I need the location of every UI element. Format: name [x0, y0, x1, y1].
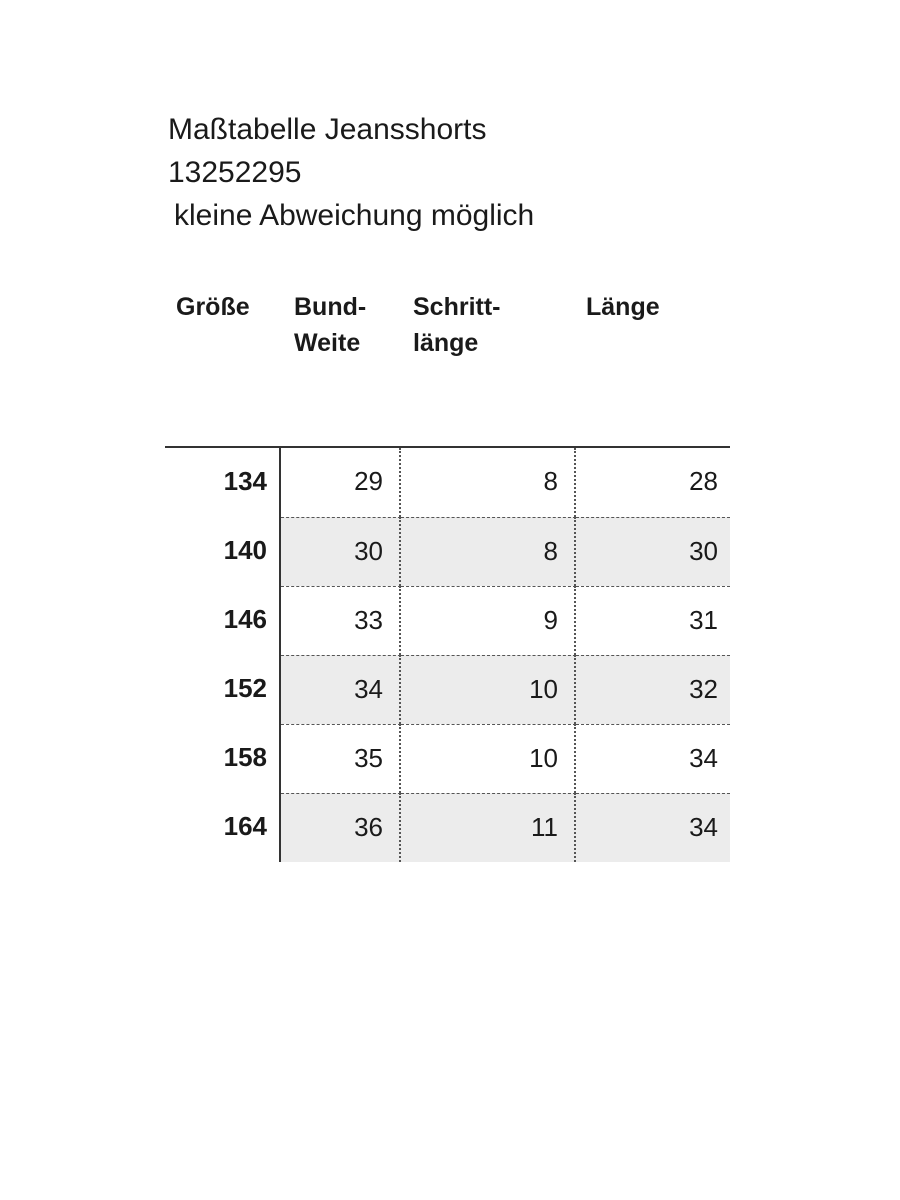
length-cell: 30	[576, 517, 730, 586]
column-header-inseam-line2: länge	[413, 329, 479, 357]
inseam-cell: 9	[401, 586, 576, 655]
table-row	[165, 517, 730, 586]
size-cell: 146	[165, 586, 281, 655]
size-cell: 158	[165, 724, 281, 793]
length-cell: 28	[689, 466, 718, 496]
table-row	[165, 586, 730, 655]
column-header-inseam	[413, 289, 501, 361]
column-header-length-label: Länge	[586, 293, 660, 321]
table-row	[165, 724, 730, 793]
column-header-waist-line2: Weite	[294, 329, 361, 357]
page-title: Maßtabelle Jeansshorts	[168, 113, 487, 146]
waist-cell: 30	[281, 517, 401, 586]
inseam-cell: 8	[401, 448, 576, 517]
column-header-length	[586, 289, 660, 325]
length-cell: 34	[576, 724, 730, 793]
size-cell: 134	[165, 448, 281, 517]
waist-cell: 33	[281, 586, 401, 655]
length-cell: 31	[576, 586, 730, 655]
size-cell: 164	[165, 793, 281, 862]
waist-cell: 36	[281, 793, 401, 862]
inseam-cell: 10	[401, 655, 576, 724]
size-table	[165, 446, 730, 862]
inseam-cell: 8	[401, 517, 576, 586]
table-row	[165, 793, 730, 862]
length-cell: 34	[576, 793, 730, 862]
waist-cell: 35	[281, 724, 401, 793]
column-header-waist-line1: Bund-	[294, 293, 367, 321]
table-row	[165, 655, 730, 724]
inseam-cell: 10	[401, 724, 576, 793]
deviation-note: kleine Abweichung möglich	[174, 199, 535, 232]
title-block	[168, 108, 534, 237]
length-cell: 32	[576, 655, 730, 724]
waist-cell: 29	[281, 448, 401, 517]
article-number: 13252295	[168, 156, 302, 189]
table-row	[165, 448, 730, 517]
waist-cell: 34	[281, 655, 401, 724]
inseam-cell: 11	[401, 793, 576, 862]
column-header-size-label: Größe	[176, 293, 250, 321]
size-cell: 140	[165, 517, 281, 586]
column-header-inseam-line1: Schritt-	[413, 293, 501, 321]
size-cell: 152	[165, 655, 281, 724]
column-header-waist	[294, 289, 366, 361]
column-header-size	[176, 289, 250, 325]
